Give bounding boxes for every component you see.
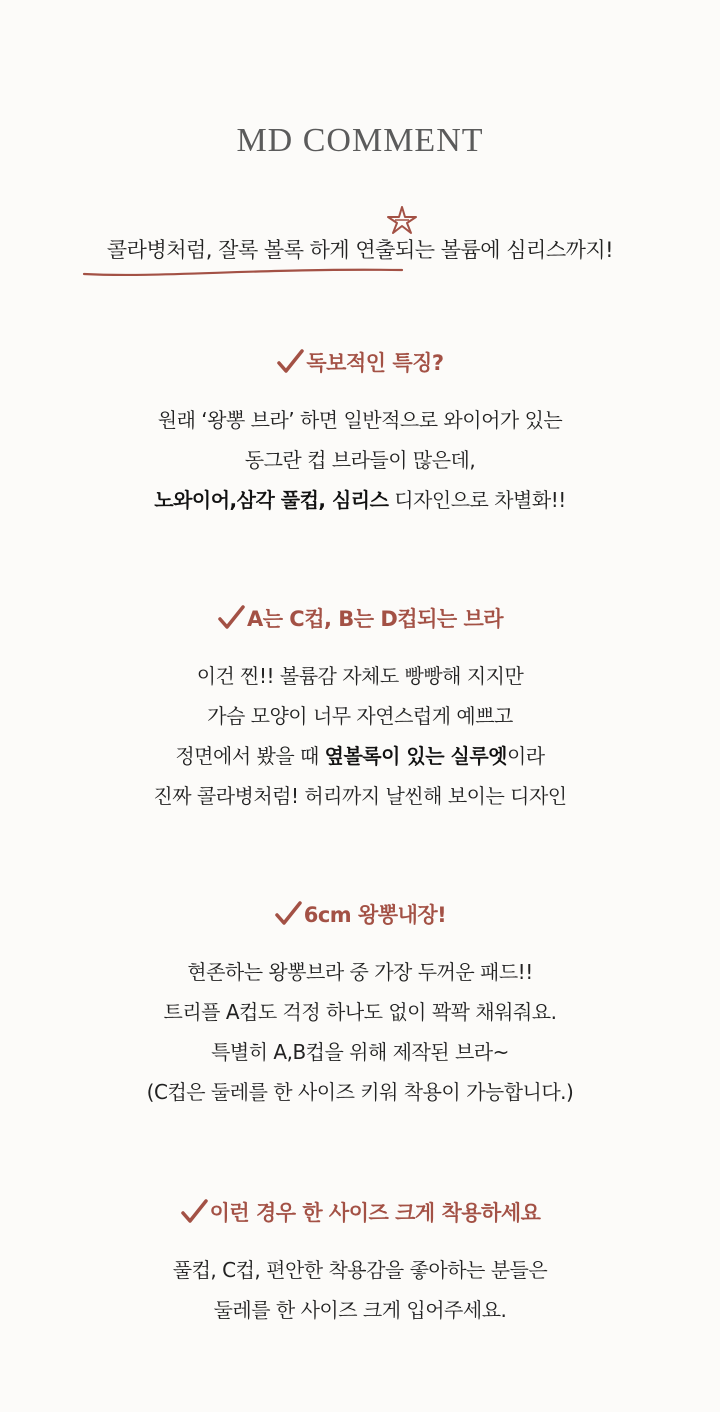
section-heading [274, 894, 446, 934]
section-features [0, 342, 720, 520]
section-padding [0, 894, 720, 1112]
heading-text: 6cm 왕뽕내장! [303, 903, 447, 927]
check-icon [180, 1198, 208, 1226]
heading-text: 독보적인 특징? [306, 351, 444, 375]
body-emphasis: 노와이어,삼각 풀컵, 심리스 [154, 488, 389, 512]
underline-stroke [80, 258, 410, 282]
body-line: 동그란 컵 브라들이 많은데, [244, 448, 476, 472]
heading-text: A는 C컵, B는 D컵되는 브라 [246, 607, 504, 631]
body-line [0, 480, 720, 520]
check-icon [274, 900, 302, 928]
body-line: 이건 찐!! 볼륨감 자체도 빵빵해 지지만 [196, 664, 524, 688]
section-volume [0, 598, 720, 816]
section-body [0, 656, 720, 816]
section-body [0, 952, 720, 1112]
body-line [0, 736, 720, 776]
section-heading [180, 1192, 541, 1232]
body-line: 현존하는 왕뽕브라 중 가장 두꺼운 패드!! [187, 960, 533, 984]
star-doodle-icon [386, 205, 418, 235]
body-line: 원래 ‘왕뽕 브라’ 하면 일반적으로 와이어가 있는 [157, 408, 563, 432]
section-body [0, 1250, 720, 1330]
body-line: 가슴 모양이 너무 자연스럽게 예쁘고 [207, 704, 513, 728]
section-heading [217, 598, 503, 638]
body-line: 진짜 콜라병처럼! 허리까지 날씬해 보이는 디자인 [153, 784, 567, 808]
page-title: MD COMMENT [236, 122, 484, 159]
section-body [0, 400, 720, 520]
body-text-span: 디자인으로 차별화!! [388, 488, 566, 512]
section-heading [276, 342, 443, 382]
body-line: (C컵은 둘레를 한 사이즈 키워 착용이 가능합니다.) [146, 1080, 574, 1104]
section-size-tip [0, 1192, 720, 1330]
body-emphasis: 옆볼록이 있는 실루엣 [324, 744, 507, 768]
tagline: 콜라병처럼, 잘록 볼록 하게 연출되는 볼륨에 심리스까지! [106, 238, 614, 262]
check-icon [217, 604, 245, 632]
body-text-span: 정면에서 봤을 때 [175, 744, 325, 768]
body-line: 특별히 A,B컵을 위해 제작된 브라~ [211, 1040, 509, 1064]
body-line: 트리플 A컵도 걱정 하나도 없이 꽉꽉 채워줘요. [163, 1000, 557, 1024]
heading-text: 이런 경우 한 사이즈 크게 착용하세요 [209, 1201, 541, 1225]
body-line: 풀컵, C컵, 편안한 착용감을 좋아하는 분들은 [172, 1258, 548, 1282]
body-text-span: 이라 [506, 744, 545, 768]
body-line: 둘레를 한 사이즈 크게 입어주세요. [213, 1298, 507, 1322]
check-icon [276, 348, 304, 376]
